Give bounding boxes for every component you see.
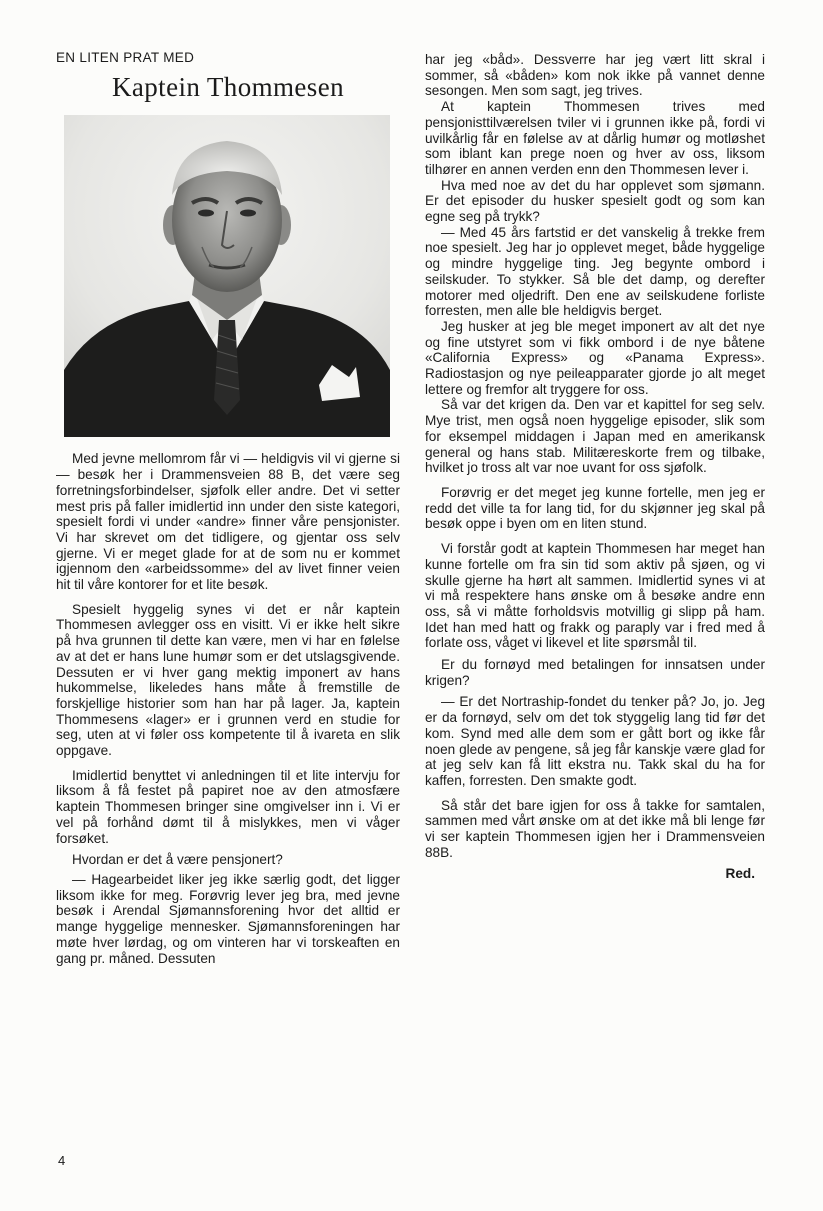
right-paragraph-4: — Med 45 års fartstid er det vanskelig å trekke frem noe spesielt. Jeg har jo opplevet meget, både hyggelige og mindre hyggelige ting. Jeg begynte ombord i seilskuder. To stykker. Så ble det damp, og derefter motorer med oljedrift. Den ene av seilskudene forliste forresten, men alle ble heldigvis berget. [425,224,765,319]
article-kicker: EN LITEN PRAT MED [56,50,195,65]
right-paragraph-6: Så var det krigen da. Den var et kapittel for seg selv. Mye trist, men også noen hyggelige episoder, slik som for eksempel middagen i Japan med en amerikansk general og hans stab. Militæreskorte frem og tilbake, hvilket jo tross alt var noe uvant for oss sjøfolk. [425,397,765,476]
right-paragraph-11: Så står det bare igjen for oss å takke for samtalen, sammen med vårt ønske om at det ikke må bli lenge før vi ser kaptein Thommesen igjen her i Drammensveien 88B. [425,797,765,860]
left-paragraph-3: Imidlertid benyttet vi anledningen til et lite intervju for liksom å få festet på papiret noe av den atmosfære kaptein Thommesen bringer sine omgivelser inn i. Vi er vel på forhånd dømt til å mislykkes, men vi våger forsøket. [56,767,400,846]
left-paragraph-5: — Hagearbeidet liker jeg ikke særlig godt, det ligger liksom ikke for meg. Forøvrig lever jeg bra, med jevne besøk i Arendal Sjømannsforening hvor det alltid er mange hyggelige mennesker. Sjømannsforeningen har møte hver lørdag, og om vinteren har vi torskeaften en gang pr. måned. Dessuten [56,871,400,966]
right-paragraph-5: Jeg husker at jeg ble meget imponert av alt det nye og fine utstyret som vi fikk ombord i de nye båtene «California Express» og «Panama Express». Radiostasjon og nye peileapparater gjorde jo alt meget lettere og fremfor alt tryggere for oss. [425,318,765,397]
left-paragraph-2: Spesielt hyggelig synes vi det er når kaptein Thommesen avlegger oss en visitt. Vi er ikke helt sikre på hva grunnen til dette kan være, men vi har en følelse av at det er hans lune humør som er det utslagsgivende. Dessuten er vi hver gang mektig imponert av hans hukommelse, likeledes hans måte å fremstille de forskjellige historier som han har på lager. Ja, kaptein Thommesens «lager» er i grunnen verd en studie for seg, uten at vi føler oss kompetente til å ivareta en slik oppgave. [56,601,400,759]
right-question-2: Er du fornøyd med betalingen for innsatsen under krigen? [425,657,765,688]
article-title: Kaptein Thommesen [111,71,344,102]
left-column [56,50,400,966]
right-paragraph-2: At kaptein Thommesen trives med pensjonisttilværelsen tviler vi i grunnen ikke på, fordi vi uvilkårlig får en følelse av at dårlig humør og motløshet som iblant kan prege noen og hver av oss, liksom tilhører en annen verden enn den Thommesen lever i. [425,99,765,177]
left-paragraph-1: Med jevne mellomrom får vi — heldigvis vil vi gjerne si — besøk her i Drammensveien 88 B, det være seg forretningsforbindelser, sjøfolk eller andre. Det vi setter mest pris på faller imidlertid inn under den siste kategori, spesielt fordi vi under «andre» finner våre pensjonister. Vi har skrevet om det tidligere, og gjentar oss selv gjerne. Vi er meget glade for at de som nu er kommet igjennom den «arbeidssomme» del av livet finner veien hit til våre kontorer for et lite besøk. [56,451,400,593]
signature: Red. [725,866,755,882]
right-paragraph-1: har jeg «båd». Dessverre har jeg vært litt skral i sommer, så «båden» kom nok ikke på vannet denne sesongen. Men som sagt, jeg trives. [425,52,765,99]
right-paragraph-10: — Er det Nortraship-fondet du tenker på? Jo, jo. Jeg er da fornøyd, selv om det tok styggelig lang tid før det kom. Synd med alle dem som er gått bort og ikke får noen glede av pengene, så jeg får kanskje være glad for at jeg selv kan få litt ekstra nu. Takk skal du ha for kaffen, forresten. Den smakte godt. [425,694,765,788]
right-paragraph-8: Vi forstår godt at kaptein Thommesen har meget han kunne fortelle om fra sin tid som aktiv på sjøen, og vi skulle gjerne ha hørt alt sammen. Imidlertid synes vi at vi må respektere hans ønske om å besøke andre enn oss, så vi måtte forholdsvis motvillig gi slipp på ham. Idet han med hatt og frakk og paraply var i fred med å forlate oss, våget vi likevel et lite spørsmål til. [425,541,765,651]
right-question-1: Hva med noe av det du har opplevet som sjømann. Er det episoder du husker spesielt godt og som kan egne seg på trykk? [425,177,765,225]
left-question-1: Hvordan er det å være pensjonert? [72,852,283,868]
right-paragraph-7: Forøvrig er det meget jeg kunne fortelle, men jeg er redd det ville ta for lang tid, for du skjønner jeg skal på besøk oppe i byen om en liten stund. [425,484,765,532]
right-column [425,52,765,882]
portrait-photo [64,115,390,437]
page-number: 4 [58,1153,66,1168]
